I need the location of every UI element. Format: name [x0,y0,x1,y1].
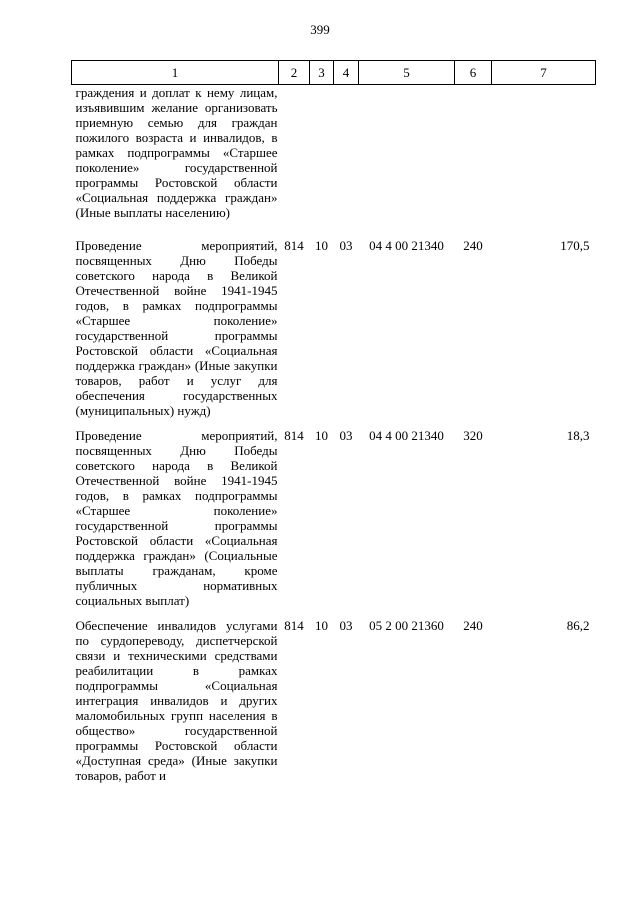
table-row [72,618,596,793]
row-code-ministry [279,85,310,239]
table-row [72,428,596,618]
row-target-article: 04 4 00 21340 [369,428,444,443]
row-expense-type: 320 [463,428,483,443]
row-section: 10 [315,238,328,253]
row-amount [492,85,596,239]
row-amount: 86,2 [566,618,590,633]
header-col-1: 1 [72,61,279,85]
row-subsection: 03 [339,618,353,633]
table-header [72,61,596,85]
row-target-article: 05 2 00 21360 [369,618,444,633]
header-col-6: 6 [455,61,492,85]
row-code-ministry: 814 [284,618,304,633]
row-amount: 170,5 [560,238,590,253]
header-row [72,61,596,85]
table-body [72,85,596,794]
row-expense-type [455,85,492,239]
row-description: Обеспечение инвалидов услугами по сурдопереводу, диспетчерской связи и техническими средствами реабилитации в рамках подпрограммы «Социальная интеграция инвалидов и других маломобильных групп населения в общество» государственной программы Ростовской области «Доступная среда» (Иные закупки товаров, работ и [75,618,278,783]
header-col-7: 7 [492,61,596,85]
header-col-3: 3 [310,61,334,85]
row-expense-type: 240 [463,238,483,253]
row-description: Проведение мероприятий, посвященных Дню Победы советского народа в Великой Отечественной войне 1941-1945 годов, в рамках подпрограммы «Старшее поколение» государственной программы Ростовской области «Социальная поддержка граждан» (Иные закупки товаров, работ и услуг для обеспечения государственных (муниципальных) нужд) [75,238,278,418]
header-col-2: 2 [279,61,310,85]
row-section: 10 [315,618,328,633]
row-subsection: 03 [339,428,353,443]
row-section [310,85,334,239]
row-target-article [359,85,455,239]
row-target-article: 04 4 00 21340 [369,238,444,253]
row-amount: 18,3 [566,428,590,443]
header-col-4: 4 [334,61,359,85]
row-code-ministry: 814 [284,238,304,253]
row-description: граждения и доплат к нему лицам, изъявившим желание организовать приемную семью для граждан пожилого возраста и инвалидов, в рамках подпрограммы «Старшее поколение» государственной программы Ростовской области «Социальная поддержка граждан» (Иные выплаты населению) [75,85,278,220]
row-subsection [334,85,359,239]
row-expense-type: 240 [463,618,483,633]
table-row [72,85,596,239]
row-description: Проведение мероприятий, посвященных Дню Победы советского народа в Великой Отечественной войне 1941-1945 годов, в рамках подпрограммы «Старшее поколение» государственной программы Ростовской области «Социальная поддержка граждан» (Социальные выплаты гражданам, кроме публичных нормативных социальных выплат) [75,428,278,608]
header-col-5: 5 [359,61,455,85]
row-code-ministry: 814 [284,428,304,443]
table-row [72,238,596,428]
page-number: 399 [310,22,330,37]
row-subsection: 03 [339,238,353,253]
budget-table [71,60,596,793]
row-section: 10 [315,428,328,443]
